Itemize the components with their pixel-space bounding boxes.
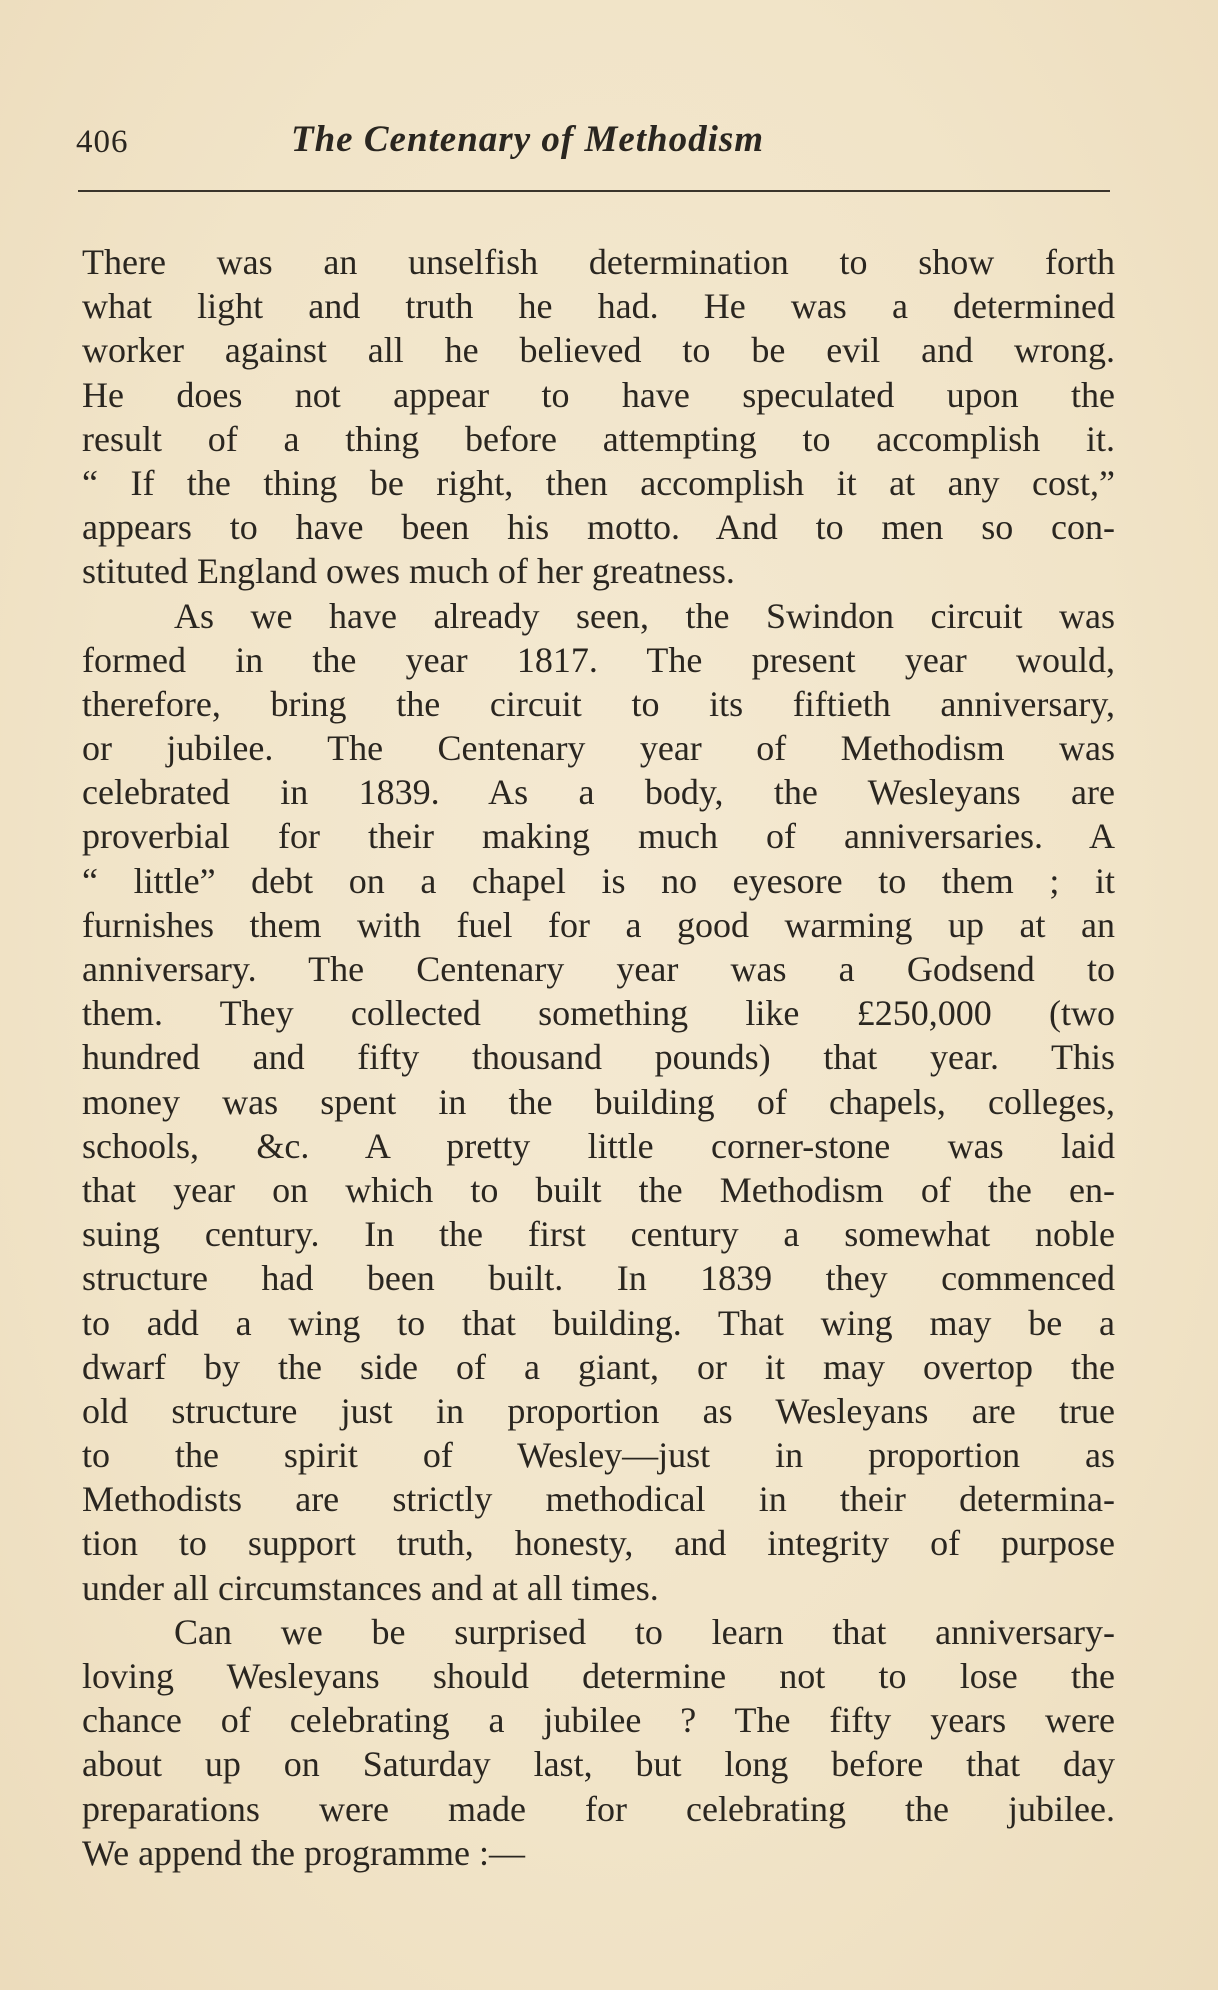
text-line: hundred and fifty thousand pounds) that year. This — [82, 1037, 1115, 1078]
text-line: As we have already seen, the Swindon circuit was — [174, 595, 1115, 636]
header-rule — [78, 190, 1110, 192]
text-line: result of a thing before attempting to accomplish it. — [82, 418, 1115, 459]
text-line: that year on which to built the Methodism of the en- — [82, 1169, 1115, 1210]
text-line: therefore, bring the circuit to its fiftieth anniversary, — [82, 683, 1115, 724]
text-line: under all circumstances and at all times. — [82, 1567, 659, 1608]
text-line: celebrated in 1839. As a body, the Wesleyans are — [82, 772, 1115, 813]
text-line: dwarf by the side of a giant, or it may overtop the — [82, 1346, 1115, 1387]
text-line: Methodists are strictly methodical in their determina- — [82, 1479, 1115, 1520]
text-line: money was spent in the building of chapels, colleges, — [82, 1081, 1115, 1122]
text-line: structure had been built. In 1839 they commenced — [82, 1258, 1115, 1299]
text-line: schools, &c. A pretty little corner-stone was laid — [82, 1125, 1115, 1166]
text-line: worker against all he believed to be evil and wrong. — [82, 330, 1115, 371]
text-line: chance of celebrating a jubilee ? The fifty years were — [82, 1700, 1115, 1741]
text-line: loving Wesleyans should determine not to lose the — [82, 1656, 1115, 1696]
text-line: formed in the year 1817. The present year would, — [82, 639, 1115, 680]
text-line: We append the programme :— — [82, 1832, 525, 1873]
text-line: There was an unselfish determination to show forth — [82, 242, 1115, 282]
text-line: He does not appear to have speculated upon the — [82, 374, 1115, 415]
text-line: old structure just in proportion as Wesleyans are true — [82, 1390, 1115, 1431]
text-line: about up on Saturday last, but long before that day — [82, 1744, 1115, 1785]
text-line: appears to have been his motto. And to men so con- — [82, 507, 1115, 548]
text-line: suing century. In the first century a somewhat noble — [82, 1214, 1115, 1255]
text-line: to add a wing to that building. That wing may be a — [82, 1302, 1115, 1343]
text-line: preparations were made for celebrating the jubilee. — [82, 1788, 1115, 1829]
page-number: 406 — [76, 124, 129, 160]
text-line: stituted England owes much of her greatness. — [82, 551, 735, 592]
text-line: “ If the thing be right, then accomplish it at any cost,” — [82, 462, 1115, 503]
running-title: The Centenary of Methodism — [291, 119, 765, 160]
body-text — [82, 240, 1115, 1875]
text-line: furnishes them with fuel for a good warming up at an — [82, 904, 1115, 945]
text-line: them. They collected something like £250,000 (two — [82, 993, 1115, 1034]
text-line: “ little” debt on a chapel is no eyesore to them ; it — [82, 860, 1115, 901]
text-line: tion to support truth, honesty, and integrity of purpose — [82, 1523, 1115, 1564]
text-line: to the spirit of Wesley—just in proportion as — [82, 1435, 1115, 1476]
text-line: what light and truth he had. He was a determined — [82, 286, 1115, 327]
text-line: anniversary. The Centenary year was a Godsend to — [82, 949, 1115, 989]
text-line: Can we be surprised to learn that anniversary- — [174, 1611, 1115, 1652]
text-line: or jubilee. The Centenary year of Methodism was — [82, 728, 1115, 769]
page-header — [76, 118, 1111, 178]
text-line: proverbial for their making much of anniversaries. A — [82, 816, 1115, 857]
